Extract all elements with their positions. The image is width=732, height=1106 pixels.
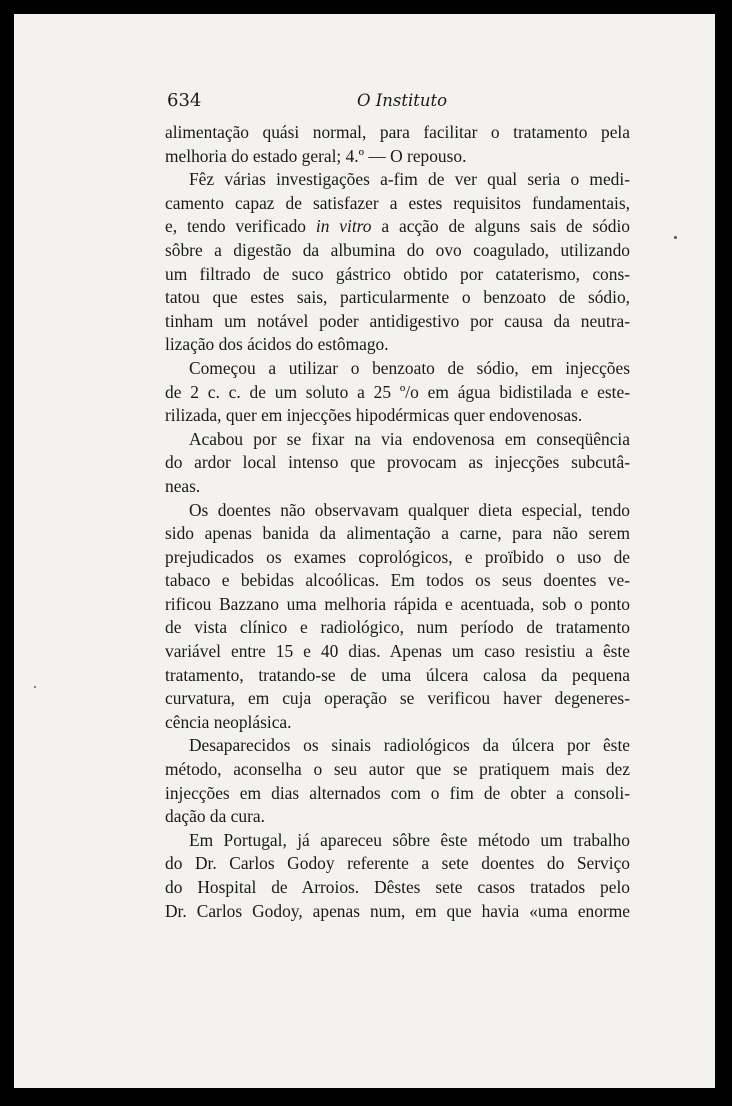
print-speck: [674, 236, 677, 239]
text-line: [165, 546, 630, 570]
italic-term: in vitro: [315, 216, 372, 237]
text-line: [165, 758, 630, 782]
text-line-content: um filtrado de suco gástrico obtido por cataterismo, cons-: [165, 263, 630, 284]
text-line-content: e, tendo verificado: [165, 216, 316, 237]
text-line-content: sôbre a digestão da albumina do ovo coagulado, utilizando: [165, 239, 630, 260]
text-line: [165, 310, 630, 334]
text-line-content: Dr. Carlos Godoy, apenas num, em que havia «uma enorme: [165, 900, 630, 921]
text-line: [165, 522, 630, 546]
text-line-content: a acção de alguns sais de sódio: [371, 216, 630, 237]
text-line-content: dação da cura.: [165, 806, 265, 827]
text-line: [165, 664, 630, 688]
text-line: [165, 145, 630, 169]
text-line: [165, 782, 630, 806]
text-line: [165, 900, 630, 924]
text-line: [165, 451, 630, 475]
text-line-content: Os doentes não observavam qualquer dieta especial, tendo: [189, 499, 630, 520]
text-line-content: do ardor local intenso que provocam as injecções subcutâ-: [165, 452, 630, 473]
text-line: [165, 381, 630, 405]
text-line-content: tabaco e bebidas alcoólicas. Em todos os seus doentes ve-: [165, 570, 630, 591]
text-line: [165, 876, 630, 900]
text-line-content: prejudicados os exames coprológicos, e proïbido o uso de: [165, 546, 630, 567]
text-line: [165, 121, 630, 145]
text-line-content: Acabou por se fixar na via endovenosa em conseqüência: [189, 428, 630, 449]
text-line-content: tinham um notável poder antidigestivo por causa da neutra-: [165, 310, 630, 331]
text-line-content: método, aconselha o seu autor que se pratiquem mais dez: [165, 759, 630, 780]
text-line: [165, 215, 630, 239]
text-line: [165, 475, 630, 499]
text-line-content: do Dr. Carlos Godoy referente a sete doentes do Serviço: [165, 853, 630, 874]
text-line: [165, 499, 630, 523]
text-line: [165, 734, 630, 758]
text-line: [165, 428, 630, 452]
text-line: [165, 357, 630, 381]
text-line-content: tatou que estes sais, particularmente o benzoato de sódio,: [165, 287, 630, 308]
text-line: [165, 829, 630, 853]
text-line-content: de 2 c. c. de um soluto a 25 º/o em água bidistilada e este-: [165, 381, 630, 402]
text-line: [165, 286, 630, 310]
page-number: 634: [167, 90, 202, 111]
text-line: [165, 805, 630, 829]
running-title: O Instituto: [357, 91, 448, 110]
text-line: [165, 168, 630, 192]
text-line-content: Desaparecidos os sinais radiológicos da úlcera por êste: [189, 735, 630, 756]
text-line: [165, 404, 630, 428]
text-line-content: rilizada, quer em injecções hipodérmicas quer endovenosas.: [165, 405, 583, 426]
text-line: [165, 192, 630, 216]
text-line-content: de vista clínico e radiológico, num período de tratamento: [165, 617, 630, 638]
text-line-content: rificou Bazzano uma melhoria rápida e acentuada, sob o ponto: [165, 593, 630, 614]
text-line-content: alimentação quási normal, para facilitar o tratamento pela: [165, 122, 630, 142]
text-line: [165, 687, 630, 711]
text-line-content: Fêz várias investigações a-fim de ver qual seria o medi-: [189, 169, 630, 190]
page-header: [14, 90, 715, 114]
text-line-content: variável entre 15 e 40 dias. Apenas um caso resistiu a êste: [165, 641, 630, 662]
text-line-content: cência neoplásica.: [165, 711, 292, 732]
text-line-content: neas.: [165, 475, 201, 496]
text-line-content: Começou a utilizar o benzoato de sódio, em injecções: [189, 357, 630, 378]
text-line: [165, 616, 630, 640]
text-line-content: camento capaz de satisfazer a estes requisitos fundamentais,: [165, 192, 630, 213]
text-line-content: curvatura, em cuja operação se verificou haver degeneres-: [165, 688, 630, 709]
text-line-content: melhoria do estado geral; 4.º — O repouso.: [165, 145, 467, 166]
text-line-content: Em Portugal, já apareceu sôbre êste método um trabalho: [189, 829, 630, 850]
text-line: [165, 239, 630, 263]
body-text: [165, 121, 630, 923]
text-line-content: injecções em dias alternados com o fim de obter a consoli-: [165, 782, 630, 803]
text-line-content: do Hospital de Arroios. Dêstes sete casos tratados pelo: [165, 877, 630, 897]
print-speck: [34, 686, 36, 688]
text-line: [165, 593, 630, 617]
text-line-content: lização dos ácidos do estômago.: [165, 334, 389, 355]
text-line: [165, 711, 630, 735]
text-line: [165, 263, 630, 287]
text-line: [165, 333, 630, 357]
text-line: [165, 852, 630, 876]
text-line-content: sido apenas banida da alimentação a carne, para não serem: [165, 523, 630, 544]
text-line-content: tratamento, tratando-se de uma úlcera calosa da pequena: [165, 664, 630, 685]
text-line: [165, 640, 630, 664]
text-line: [165, 569, 630, 593]
book-page: [14, 14, 715, 1088]
